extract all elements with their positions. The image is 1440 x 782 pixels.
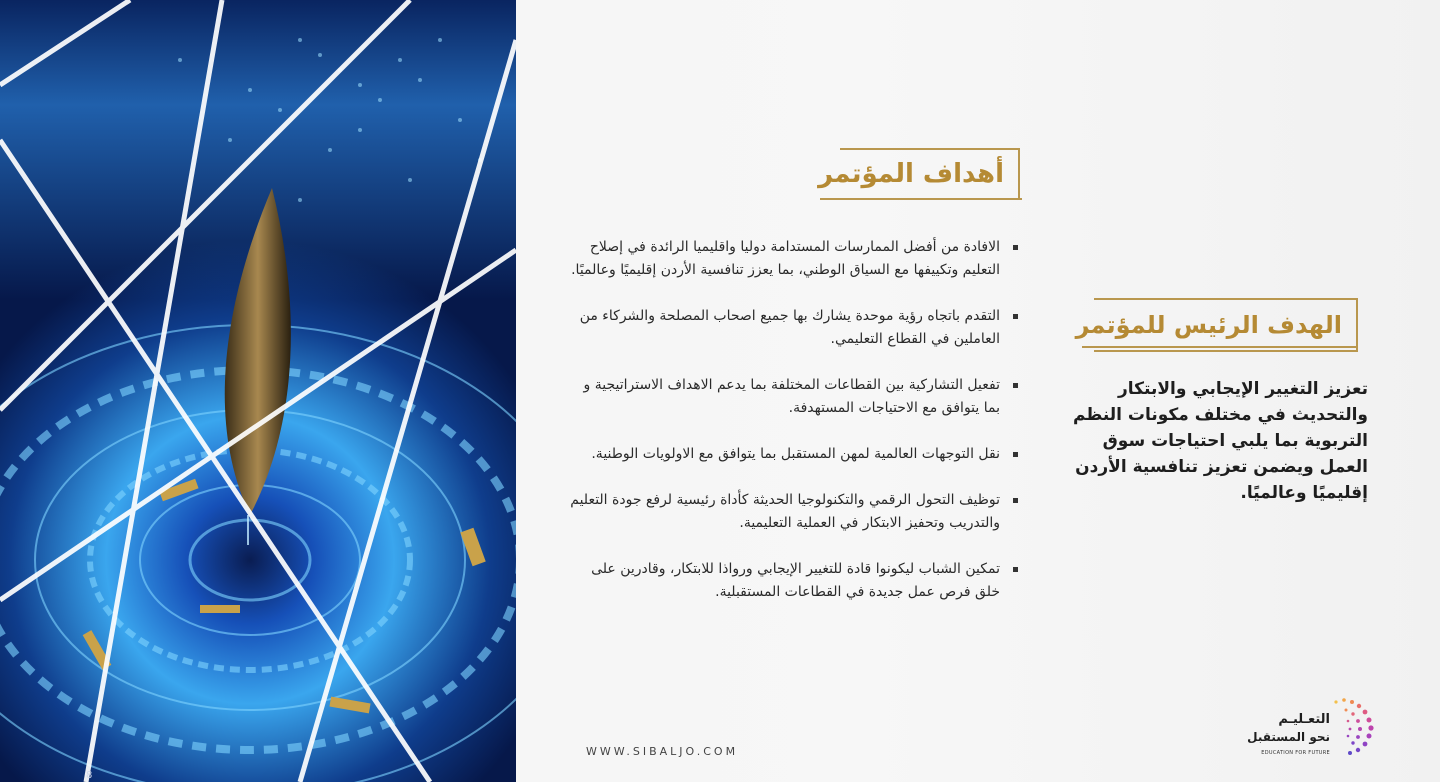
main-goal-heading-underline [1082, 346, 1358, 348]
goal-text: نقل التوجهات العالمية لمهن المستقبل بما يتوافق مع الاولويات الوطنية. [591, 446, 1000, 462]
list-item [570, 443, 1018, 466]
goal-text: تفعيل التشاركية بين القطاعات المختلفة بما يدعم الاهداف الاستراتيجية و بما يتوافق مع الاحتياجات المستهدفة. [583, 377, 1000, 416]
bullet-icon [1013, 498, 1018, 503]
website-link[interactable]: WWW.SIBALJO.COM [586, 745, 739, 758]
bullet-icon [1013, 567, 1018, 572]
list-item [570, 489, 1018, 535]
logo-line-1: التعـليـم [1278, 712, 1330, 727]
main-goal-heading: الهدف الرئيس للمؤتمر [1094, 298, 1358, 352]
bullet-icon [1013, 383, 1018, 388]
goals-heading-underline [820, 198, 1022, 200]
goal-text: الافادة من أفضل الممارسات المستدامة دوليا واقليميا الرائدة في إصلاح التعليم وتكييفها مع السياق الوطني، بما يعزز تنافسية الأردن إقليميًا وعالميًا. [571, 239, 1000, 278]
logo-line-2: نحو المستقبل [1247, 730, 1330, 744]
goal-text: التقدم باتجاه رؤية موحدة يشارك بها جميع اصحاب المصلحة والشركاء من العاملين في القطاع التعليمي. [579, 308, 1000, 347]
hero-image [0, 0, 516, 782]
goals-heading: أهداف المؤتمر [840, 148, 1020, 200]
logo [1247, 694, 1384, 764]
logo-dots-icon [1326, 694, 1382, 758]
bullet-icon [1013, 245, 1018, 250]
page-number: 8 [86, 770, 93, 781]
list-item [570, 305, 1018, 351]
goal-text: توظيف التحول الرقمي والتكنولوجيا الحديثة كأداة رئيسية لرفع جودة التعليم والتدريب وتحفيز الابتكار في العملية التعليمية. [570, 492, 1000, 531]
bullet-icon [1013, 314, 1018, 319]
list-item [570, 374, 1018, 420]
goal-text: تمكين الشباب ليكونوا قادة للتغيير الإيجابي ورواذا للابتكار، وقادرين على خلق فرص عمل جديدة في القطاعات المستقبلية. [591, 561, 1000, 600]
main-goal-text: تعزيز التغيير الإيجابي والابتكار والتحديث في مختلف مكونات النظم التربوية بما يلبي احتياجات سوق العمل ويضمن تعزيز تنافسية الأردن إقليميًا وعالميًا. [1072, 379, 1368, 503]
technology-illustration [0, 0, 516, 782]
goals-list [570, 236, 1018, 627]
list-item [570, 558, 1018, 604]
list-item [570, 236, 1018, 282]
logo-english: EDUCATION FOR FUTURE [1261, 750, 1330, 756]
bullet-icon [1013, 452, 1018, 457]
